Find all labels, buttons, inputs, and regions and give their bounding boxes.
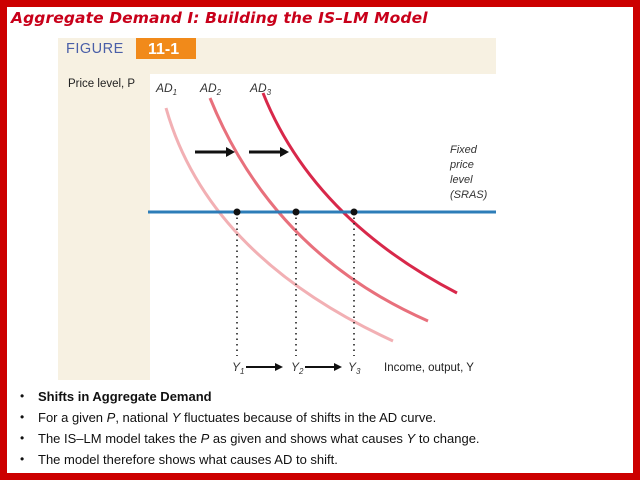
bullet-text: For a given P, national Y fluctuates because of shifts in the AD curve.	[38, 410, 437, 425]
slide-title: Aggregate Demand I: Building the IS–LM Model	[11, 9, 428, 27]
figure-word: FIGURE	[66, 41, 124, 57]
bullet-text: The model therefore shows what causes AD to shift.	[38, 452, 338, 467]
bullet-item	[20, 386, 620, 407]
ad-shift-diagram	[58, 38, 496, 380]
equilibrium-point-2	[293, 209, 300, 216]
figure-number: 11-1	[148, 41, 180, 58]
bullet-marker: •	[20, 431, 25, 445]
ad2-label: $AD_2$	[200, 81, 222, 97]
bullet-item	[20, 449, 620, 470]
y-axis-label: Price level, P	[68, 78, 136, 90]
bullet-list	[20, 386, 620, 470]
bullet-marker: •	[20, 452, 25, 466]
bullet-marker: •	[20, 410, 25, 424]
y1-label: $Y_1$	[232, 360, 245, 376]
equilibrium-point-3	[351, 209, 358, 216]
bullet-text: The IS–LM model takes the P as given and shows what causes Y to change.	[38, 431, 480, 446]
y2-label: $Y_2$	[291, 360, 304, 376]
ad1-label: $AD_1$	[156, 81, 178, 97]
sras-label: Fixed price level (SRAS)	[450, 144, 488, 201]
y3-label: $Y_3$	[348, 360, 361, 376]
ad3-label: $AD_3$	[250, 81, 272, 97]
bullet-item	[20, 407, 620, 428]
bullet-heading-text: Shifts in Aggregate Demand	[38, 389, 212, 404]
bullet-item	[20, 428, 620, 449]
figure-panel	[58, 38, 496, 380]
x-axis-label: Income, output, Y	[384, 362, 474, 374]
plot-area	[150, 74, 496, 380]
bullet-marker: •	[20, 389, 25, 403]
equilibrium-point-1	[234, 209, 241, 216]
